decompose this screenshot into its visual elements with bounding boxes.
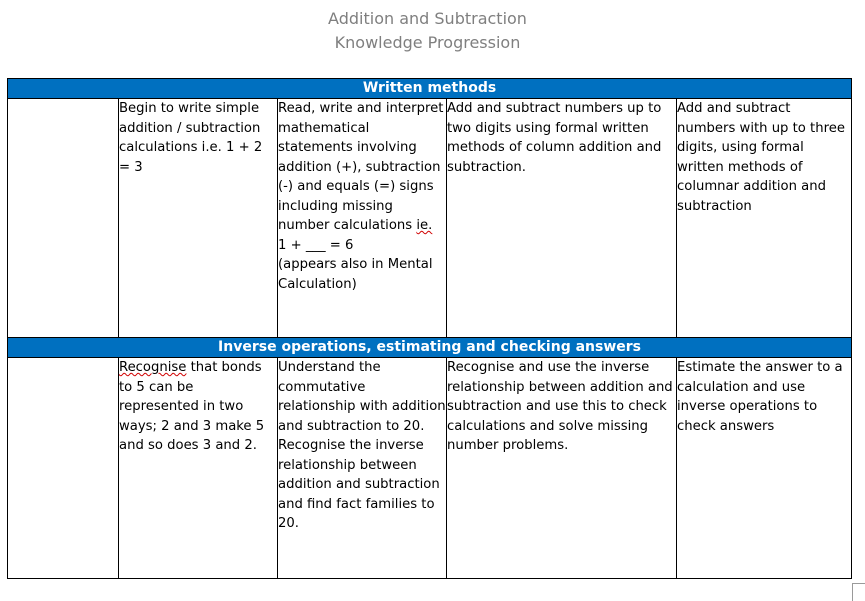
written-methods-cell-3-note: (appears also in Mental Calculation) xyxy=(278,257,433,292)
inverse-operations-cell-2-text: that bonds to 5 can be represented in two ways; 2 and 3 make 5 and so does 3 and 2. xyxy=(119,360,265,453)
written-methods-cell-3-text: Read, write and interpret mathematical statements involving addition (+), subtraction (-) and equals (=) signs including missing number calculations xyxy=(278,101,444,233)
inverse-operations-cell-5: Estimate the answer to a calculation and use inverse operations to check answers xyxy=(677,358,852,579)
section-header-inverse-operations: Inverse operations, estimating and checking answers xyxy=(8,338,852,358)
inverse-operations-cell-3 xyxy=(278,358,447,579)
spelling-flag-recognise: Recognise xyxy=(119,360,187,375)
inverse-operations-cell-3-part-2: Recognise the inverse relationship between addition and subtraction and find fact families to 20. xyxy=(278,438,440,531)
document-title-line-1: Addition and Subtraction xyxy=(328,9,527,28)
spelling-flag-ie: ie. xyxy=(416,218,433,233)
inverse-operations-cell-3-part-1: Understand the commutative relationship with addition and subtraction to 20. xyxy=(278,360,446,434)
written-methods-cell-1 xyxy=(8,99,119,338)
written-methods-cell-5: Add and subtract numbers with up to three digits, using formal written methods of columnar addition and subtraction xyxy=(677,99,852,338)
inverse-operations-cell-2 xyxy=(119,358,278,579)
section-header-written-methods: Written methods xyxy=(8,79,852,99)
inverse-operations-cell-4: Recognise and use the inverse relationship between addition and subtraction and use this to check calculations and solve missing number problems. xyxy=(447,358,677,579)
missing-number-prefix: 1 + xyxy=(278,237,306,253)
knowledge-progression-table xyxy=(7,78,852,579)
missing-number-suffix: = 6 xyxy=(325,237,354,253)
missing-number-blank: ___ xyxy=(305,237,326,253)
document-title-line-2: Knowledge Progression xyxy=(334,33,521,52)
inverse-operations-cell-1 xyxy=(8,358,119,579)
written-methods-cell-2: Begin to write simple addition / subtraction calculations i.e. 1 + 2 = 3 xyxy=(119,99,278,338)
written-methods-cell-3 xyxy=(278,99,447,338)
written-methods-cell-4: Add and subtract numbers up to two digits using formal written methods of column addition and subtraction. xyxy=(447,99,677,338)
page-corner-marker xyxy=(852,583,865,601)
